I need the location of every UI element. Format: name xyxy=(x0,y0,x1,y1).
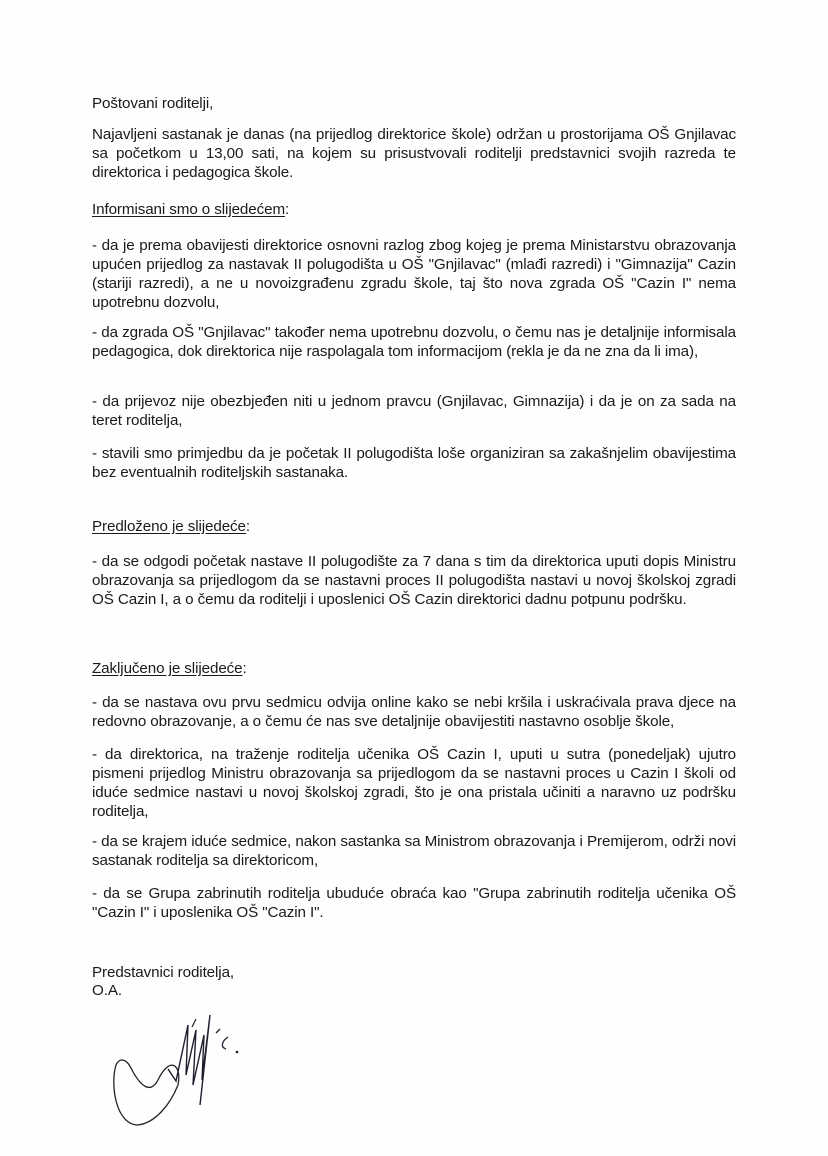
heading-colon: : xyxy=(245,518,251,535)
signatory: O.A. xyxy=(92,982,122,999)
proposed-item-1: - da se odgodi početak nastave II polugodište za 7 dana s tim da direktorica uputi dopis Ministru obrazovanja sa prijedlogom da se nastavni proces II polugodišta nastavi u novoj školskoj zgradi OŠ Cazin I, a o čemu da roditelji i uposlenici OŠ Cazin direktorici dadnu potpunu podršku. xyxy=(92,553,736,608)
section-heading-proposed xyxy=(92,517,736,536)
heading-colon: : xyxy=(285,201,290,218)
concluded-item-3: - da se krajem iduće sedmice, nakon sastanka sa Ministrom obrazovanja i Premijerom, održi novi sastanak roditelja sa direktoricom, xyxy=(92,833,736,869)
concluded-item-4: - da se Grupa zabrinutih roditelja ubuduće obraća kao "Grupa zabrinutih roditelja učenika OŠ "Cazin I" i uposlenika OŠ "Cazin I". xyxy=(92,885,736,921)
informed-item-3: - da prijevoz nije obezbjeđen niti u jednom pravcu (Gnjilavac, Gimnazija) i da je on za sada na teret roditelja, xyxy=(92,393,736,429)
closing: Predstavnici roditelja, xyxy=(92,964,235,981)
informed-item-1: - da je prema obavijesti direktorice osnovni razlog zbog kojeg je prema Ministarstvu obrazovanja upućen prijedlog za nastavak II polugodišta u OŠ "Gnjilavac" (mlađi razredi) i "Gimnazija" Cazin (stariji razredi), a ne u novoizgrađenu zgradu škole, taj što nova zgrada OŠ "Cazin I" nema upotrebnu dozvolu, xyxy=(92,237,736,311)
section-heading-informed xyxy=(92,200,736,219)
intro-paragraph: Najavljeni sastanak je danas (na prijedlog direktorice škole) održan u prostorijama OŠ Gnjilavac sa početkom u 13,00 sati, na kojem su prisustvovali roditelji predstavnici svojih razreda te direktorica i pedagogica škole. xyxy=(92,126,736,181)
concluded-item-2: - da direktorica, na traženje roditelja učenika OŠ Cazin I, uputi u sutra (ponedeljak) ujutro pismeni prijedlog Ministru obrazovanja sa prijedlogom da se nastavni proces u Cazin I školi od iduće sedmice nastavi u novoj školskoj zgradi, što je ona pristala učiniti a naravno uz podršku roditelja, xyxy=(92,746,736,820)
handwritten-signature xyxy=(110,985,270,1135)
section-heading-text: Informisani smo o slijedećem xyxy=(92,201,286,218)
section-heading-text: Predloženo je slijedeće xyxy=(92,518,246,535)
section-heading-text: Zaključeno je slijedeće xyxy=(92,660,243,677)
salutation: Poštovani roditelji, xyxy=(92,95,214,112)
informed-item-4: - stavili smo primjedbu da je početak II polugodišta loše organiziran sa zakašnjelim obavijestima bez eventualnih roditeljskih sastanaka. xyxy=(92,445,736,481)
section-heading-concluded xyxy=(92,659,736,678)
informed-item-2: - da zgrada OŠ "Gnjilavac" također nema upotrebnu dozvolu, o čemu nas je detaljnije informisala pedagogica, dok direktorica nije raspolagala tom informacijom (rekla je da ne zna da li ima), xyxy=(92,324,736,360)
concluded-item-1: - da se nastava ovu prvu sedmicu odvija online kako se nebi kršila i uskraćivala prava djece na redovno obrazovanje, a o čemu će nas sve detaljnije obavijestiti nastavno osoblje škole, xyxy=(92,694,736,730)
heading-colon: : xyxy=(242,660,247,677)
